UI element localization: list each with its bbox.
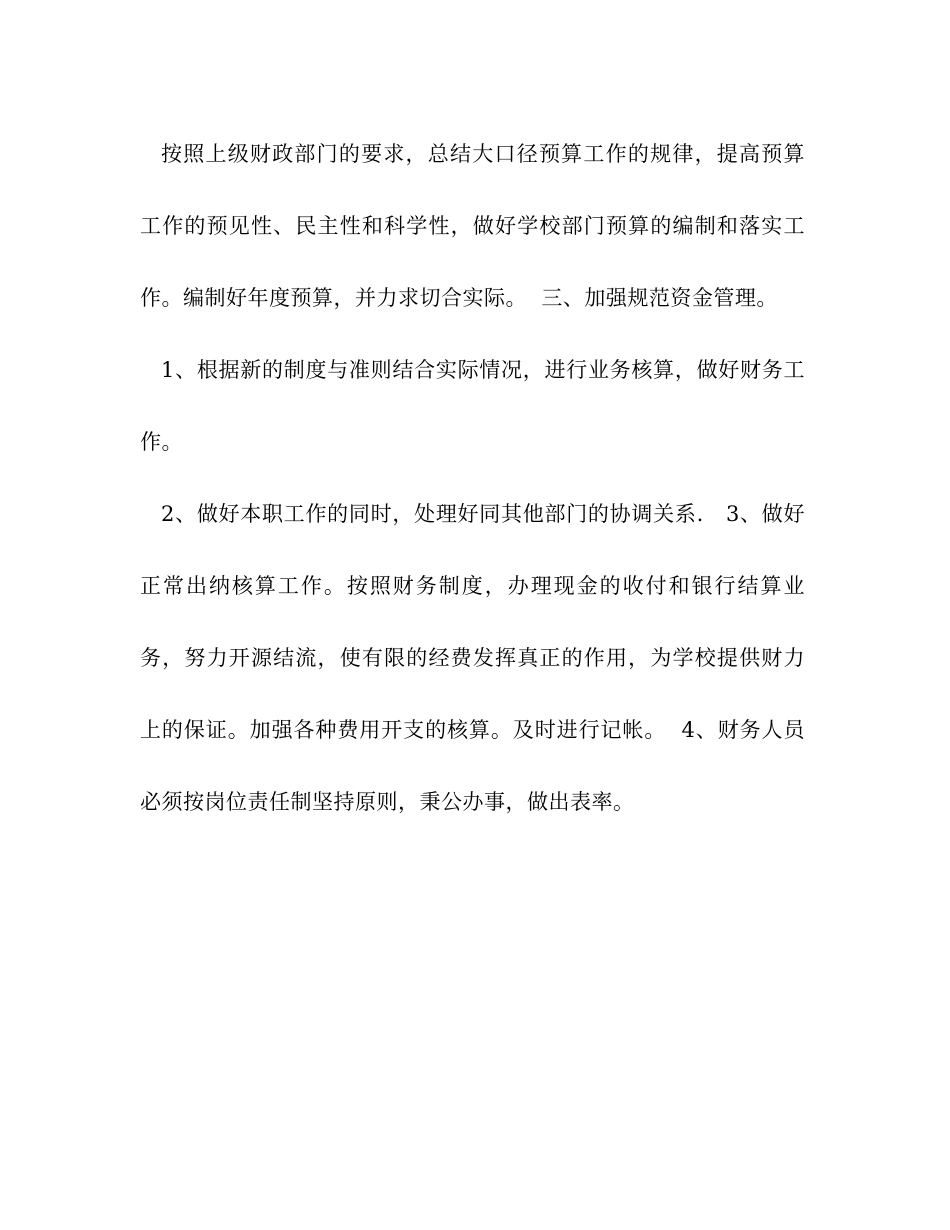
document-body — [140, 118, 805, 838]
paragraph-item-2-4: 2、做好本职工作的同时，处理好同其他部门的协调关系. 3、做好正常出纳核算工作。按照财务制度，办理现金的收付和银行结算业务，努力开源结流，使有限的经费发挥真正的作用，为学校提供财力上的保证。加强各种费用开支的核算。及时进行记帐。 4、财务人员必须按岗位责任制坚持原则，秉公办事，做出表率。 — [140, 502, 805, 814]
paragraph-budget: 按照上级财政部门的要求，总结大口径预算工作的规律，提高预算工作的预见性、民主性和科学性，做好学校部门预算的编制和落实工作。编制好年度预算，并力求切合实际。 三、加强规范资金管理。 — [140, 142, 805, 310]
paragraph-item-1: 1、根据新的制度与准则结合实际情况，进行业务核算，做好财务工作。 — [140, 358, 805, 454]
